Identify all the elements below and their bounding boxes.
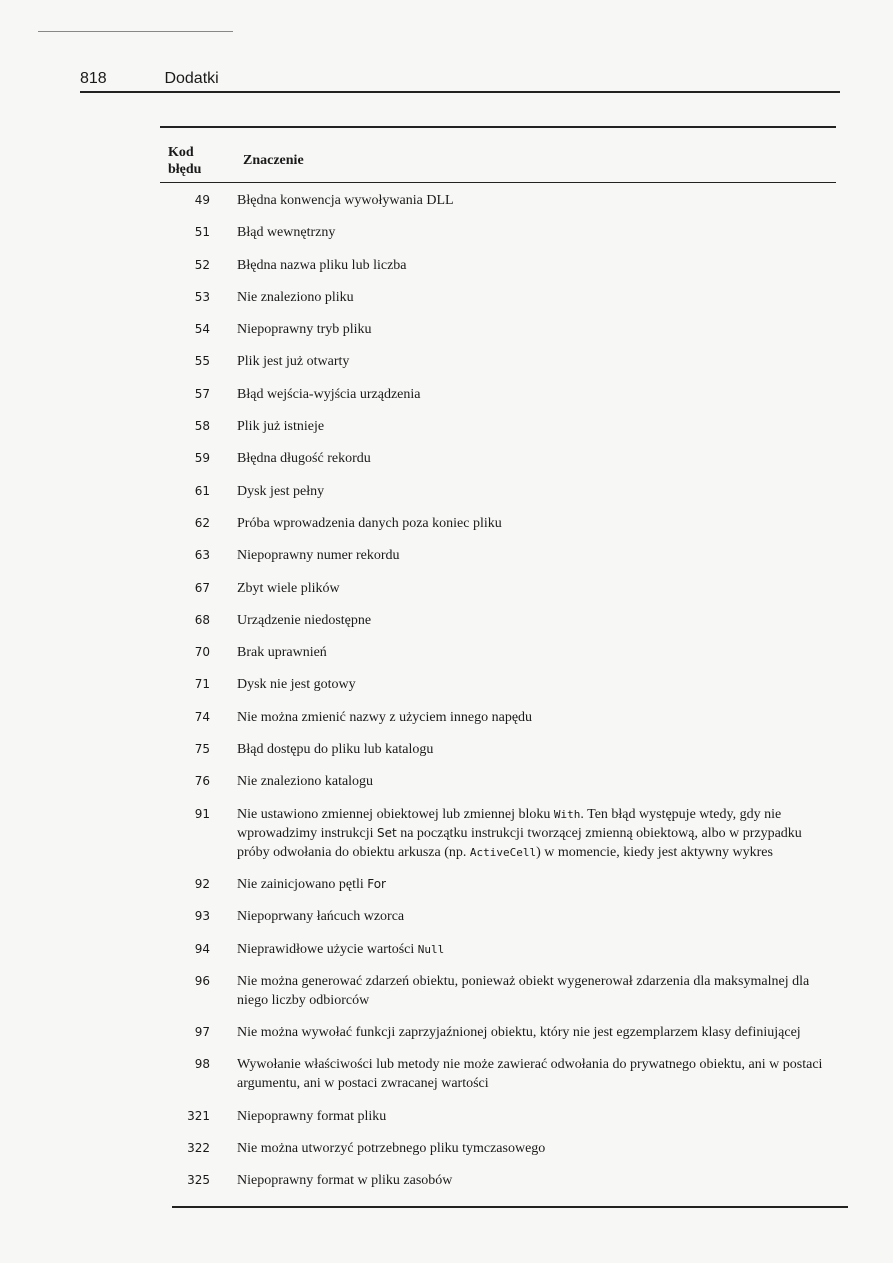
meaning-text: Nieprawidłowe użycie wartości [237, 941, 418, 957]
table-row [160, 598, 836, 630]
error-meaning: Niepoprawny format pliku [237, 1108, 387, 1124]
table-row [160, 894, 836, 926]
error-code: 92 [194, 876, 210, 891]
keyword: For [367, 876, 386, 891]
error-code: 98 [194, 1057, 210, 1072]
error-code: 58 [194, 419, 210, 434]
table-row [160, 926, 836, 958]
error-meaning: Urządzenie niedostępne [237, 612, 372, 628]
table-row [160, 242, 836, 274]
error-meaning: Wywołanie właściwości lub metody nie może zawierać odwołania do prywatnego obiektu, ani w postaci argumentu, ani w postaci zwracanej wartości [237, 1057, 823, 1092]
section-title: Dodatki [164, 70, 219, 87]
table-row [160, 533, 836, 565]
error-meaning: Nie znaleziono pliku [237, 289, 354, 305]
error-code: 96 [194, 973, 210, 988]
code-keyword: ActiveCell [469, 845, 537, 859]
code-keyword: Null [417, 942, 445, 956]
error-code: 62 [194, 515, 210, 530]
table-row [160, 183, 836, 210]
error-meaning: Nie można generować zdarzeń obiektu, ponieważ obiekt wygenerował zdarzenia dla maksymalnej dla niego liczby odbiorców [237, 973, 810, 1008]
error-code: 68 [194, 612, 210, 627]
error-code: 97 [194, 1025, 210, 1040]
error-code: 75 [194, 742, 210, 757]
error-code: 57 [194, 386, 210, 401]
error-meaning: Nie można utworzyć potrzebnego pliku tymczasowego [237, 1141, 546, 1156]
table-row [160, 468, 836, 500]
page-number: 818 [80, 70, 107, 87]
table-row [160, 1042, 836, 1093]
error-code: 94 [194, 941, 210, 956]
error-meaning: Błąd wejścia-wyjścia urządzenia [237, 386, 421, 402]
error-meaning: Nie znaleziono katalogu [237, 774, 374, 790]
error-meaning: Błąd dostępu do pliku lub katalogu [237, 742, 434, 758]
error-meaning: Błędna nazwa pliku lub liczba [237, 257, 407, 273]
table-row [160, 959, 836, 1010]
error-code: 49 [194, 192, 210, 207]
table-row [160, 759, 836, 791]
error-meaning: Błędna długość rekordu [237, 451, 371, 467]
meaning-text: ) w momencie, kiedy jest aktywny wykres [536, 844, 773, 860]
table-row [160, 275, 836, 307]
error-meaning: Dysk jest pełny [237, 483, 325, 499]
meaning-text: na początku instrukcji tworzącej zmienną obiektową, albo w przypadku próby odwołania do obiektu arkusza (np. [237, 825, 802, 860]
table-row [160, 371, 836, 403]
table-row [160, 1126, 836, 1158]
meaning-text: Nie ustawiono zmiennej obiektowej lub zmiennej bloku [237, 806, 554, 822]
table-body [160, 183, 836, 1190]
error-meaning: Niepoprawny tryb pliku [237, 322, 372, 338]
error-meaning: Brak uprawnień [237, 645, 327, 661]
table-row [160, 694, 836, 726]
table-row [160, 1158, 836, 1190]
table-row [160, 210, 836, 242]
meaning-text: Nie zainicjowano pętli [237, 876, 368, 892]
error-meaning: Zbyt wiele plików [237, 580, 340, 596]
error-code: 325 [187, 1173, 210, 1188]
error-code: 51 [194, 225, 210, 240]
running-head [80, 70, 840, 93]
error-code: 74 [194, 709, 210, 724]
error-meaning [237, 940, 836, 959]
error-code: 67 [194, 580, 210, 595]
error-code: 93 [194, 909, 210, 924]
table-bottom-rule [172, 1206, 848, 1208]
table-row [160, 662, 836, 694]
error-code: 91 [194, 806, 210, 821]
error-code: 55 [194, 354, 210, 369]
error-meaning: Plik już istnieje [237, 419, 325, 435]
error-meaning: Nie można zmienić nazwy z użyciem innego napędu [237, 709, 533, 725]
error-meaning: Dysk nie jest gotowy [237, 677, 356, 693]
code-keyword: With [553, 807, 581, 821]
error-code: 321 [187, 1108, 210, 1123]
table-row [160, 436, 836, 468]
error-code: 53 [194, 289, 210, 304]
top-rule [38, 31, 233, 32]
error-meaning: Błąd wewnętrzny [237, 225, 336, 241]
table-row [160, 727, 836, 759]
error-meaning [237, 805, 836, 862]
error-code: 59 [194, 451, 210, 466]
table-row [160, 339, 836, 371]
error-meaning: Błędna konwencja wywoływania DLL [237, 192, 454, 208]
error-meaning: Próba wprowadzenia danych poza koniec pliku [237, 515, 502, 531]
table-row [160, 630, 836, 662]
table-row [160, 1010, 836, 1042]
table-row [160, 307, 836, 339]
meaning-text: . Ten błąd występuje wtedy, gdy nie wprowadzimy instrukcji [237, 806, 782, 841]
error-meaning [237, 875, 836, 894]
table-row [160, 862, 836, 894]
error-code: 63 [194, 548, 210, 563]
error-meaning: Niepoprwany łańcuch wzorca [237, 909, 405, 925]
error-meaning: Nie można wywołać funkcji zaprzyjaźnionej obiektu, który nie jest egzemplarzem klasy definiującej [237, 1025, 801, 1041]
error-code: 54 [194, 322, 210, 337]
error-code: 322 [187, 1141, 210, 1155]
error-meaning: Niepoprawny format w pliku zasobów [237, 1173, 453, 1189]
error-code: 61 [194, 483, 210, 498]
table-row [160, 565, 836, 597]
table-row [160, 404, 836, 436]
error-meaning: Niepoprawny numer rekordu [237, 548, 400, 564]
error-code: 76 [194, 774, 210, 789]
table-row [160, 791, 836, 861]
keyword: Set [376, 825, 397, 840]
column-header-code: Kod błędu [168, 145, 202, 177]
table-header [160, 128, 836, 183]
error-code: 70 [194, 645, 210, 660]
error-code-table [160, 126, 836, 1190]
table-row [160, 1093, 836, 1125]
error-meaning: Plik jest już otwarty [237, 354, 350, 370]
table-row [160, 501, 836, 533]
error-code: 52 [194, 257, 210, 272]
error-code: 71 [194, 677, 210, 692]
column-header-meaning: Znaczenie [243, 153, 304, 168]
